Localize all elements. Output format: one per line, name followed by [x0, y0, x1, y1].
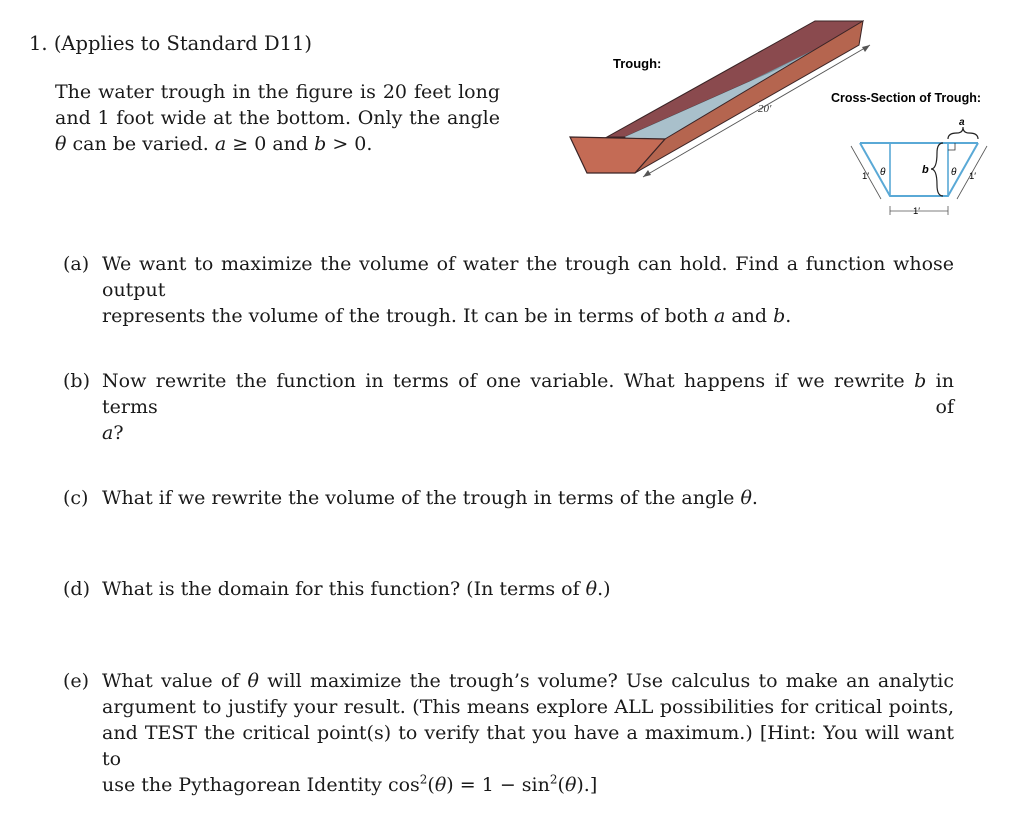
intro-line-2: and 1 foot wide at the bottom. Only the angle: [55, 107, 500, 129]
trough-drawing: [570, 21, 870, 177]
trough-end-face: [570, 137, 665, 173]
part-c-text-pre: What if we rewrite the volume of the trough in terms of the angle: [102, 487, 741, 509]
trough-far-wall: [607, 21, 863, 137]
intro-text-a: can be varied.: [66, 133, 215, 155]
part-b-line-1-text: Now rewrite the function in terms of one variable. What happens if we rewrite: [102, 370, 915, 392]
length-arrow-head-left: [643, 170, 651, 177]
part-e-line-1: [102, 668, 954, 694]
part-a-line-2-text: represents the volume of the trough. It can be in terms of both: [102, 305, 714, 327]
part-b-var-b: b: [914, 370, 927, 392]
part-a-line-2: [102, 303, 954, 329]
a-brace: [948, 127, 978, 139]
part-e-sup-2: 2: [549, 772, 558, 787]
part-e-line-1-pre: What value of: [102, 670, 248, 692]
part-d-text-pre: What is the domain for this function? (In terms of: [102, 578, 586, 600]
intro-var-b: b: [314, 133, 327, 155]
label-one-right: 1′: [969, 171, 977, 182]
part-d-end: .): [597, 578, 611, 600]
part-b-end: ?: [113, 422, 124, 444]
cross-section-outline: [860, 143, 978, 196]
intro-text-c: > 0.: [326, 133, 373, 155]
label-a: a: [959, 117, 965, 128]
part-a-var-b: b: [773, 305, 786, 327]
part-d-theta: θ: [585, 578, 598, 600]
trough-near-wall: [635, 21, 863, 173]
part-a-label: (a): [63, 253, 90, 275]
label-b: b: [922, 164, 929, 176]
cross-section-label: Cross-Section of Trough:: [831, 91, 981, 105]
part-d-text: [102, 576, 954, 602]
part-e-end: ).]: [576, 774, 598, 796]
part-e-label: (e): [63, 670, 90, 692]
part-b-var-a: a: [102, 422, 114, 444]
b-brace: [931, 143, 943, 196]
problem-header: [29, 32, 312, 55]
part-e-text: [102, 668, 954, 798]
part-e-line-4-pre: use the Pythagorean Identity cos: [102, 774, 420, 796]
problem-intro: [55, 79, 500, 157]
part-a-text: [102, 251, 954, 329]
part-c-text: [102, 485, 954, 511]
intro-theta: θ: [55, 133, 67, 155]
part-a-line-1: We want to maximize the volume of water the trough can hold. Find a function whose output: [102, 253, 954, 301]
part-c-label: (c): [63, 487, 89, 509]
part-c-theta: θ: [740, 487, 752, 509]
part-e-paren-2: (: [557, 774, 565, 796]
length-label: 20′: [758, 103, 772, 115]
part-a: [63, 251, 954, 329]
part-d-label: (d): [63, 578, 90, 600]
part-b-line-1-post: in terms of: [102, 370, 954, 418]
part-c-end: .: [751, 487, 758, 509]
part-b: [63, 368, 954, 446]
part-e-line-3: and TEST the critical point(s) to verify that you have a maximum.) [Hint: You will want to: [102, 722, 954, 770]
cross-section-diagram: [851, 127, 987, 215]
intro-text-b: ≥ 0 and: [226, 133, 315, 155]
right-angle-marker: [948, 143, 955, 150]
part-b-line-2: [102, 420, 954, 446]
part-b-line-1: [102, 368, 954, 420]
part-d: [63, 576, 954, 602]
part-e-sup-1: 2: [419, 772, 428, 787]
part-c-line-1: [102, 485, 954, 511]
label-one-left: 1′: [862, 171, 870, 182]
label-one-bottom: 1′: [913, 206, 921, 217]
part-b-text: [102, 368, 954, 446]
label-theta-left: θ: [880, 167, 886, 178]
part-a-and: and: [725, 305, 774, 327]
trough-figure: [565, 15, 1005, 220]
part-c: [63, 485, 954, 511]
part-a-end: .: [785, 305, 792, 327]
part-e: [63, 668, 954, 798]
part-e-paren-1: (: [427, 774, 435, 796]
part-d-line-1: [102, 576, 954, 602]
part-e-line-2: argument to justify your result. (This means explore ALL possibilities for critical points,: [102, 696, 954, 718]
part-e-line-4: [102, 772, 954, 798]
label-theta-right: θ: [951, 167, 957, 178]
length-arrow-head-right: [862, 45, 870, 52]
part-e-theta-2: θ: [564, 774, 577, 796]
intro-var-a: a: [214, 133, 227, 155]
part-a-var-a: a: [713, 305, 726, 327]
part-b-label: (b): [63, 370, 90, 392]
part-e-mid-2: ) = 1 − sin: [446, 774, 550, 796]
problem-standard: (Applies to Standard D11): [53, 32, 313, 55]
part-e-line-1-post: will maximize the trough’s volume? Use calculus to make an analytic: [258, 670, 954, 692]
trough-figure-svg: [565, 15, 1005, 220]
part-e-theta: θ: [247, 670, 259, 692]
intro-line-1: The water trough in the figure is 20 feet long: [55, 81, 500, 103]
problem-number: 1.: [29, 32, 48, 55]
trough-label: Trough:: [613, 56, 662, 71]
intro-line-3: [55, 131, 500, 157]
part-e-theta-1: θ: [434, 774, 447, 796]
